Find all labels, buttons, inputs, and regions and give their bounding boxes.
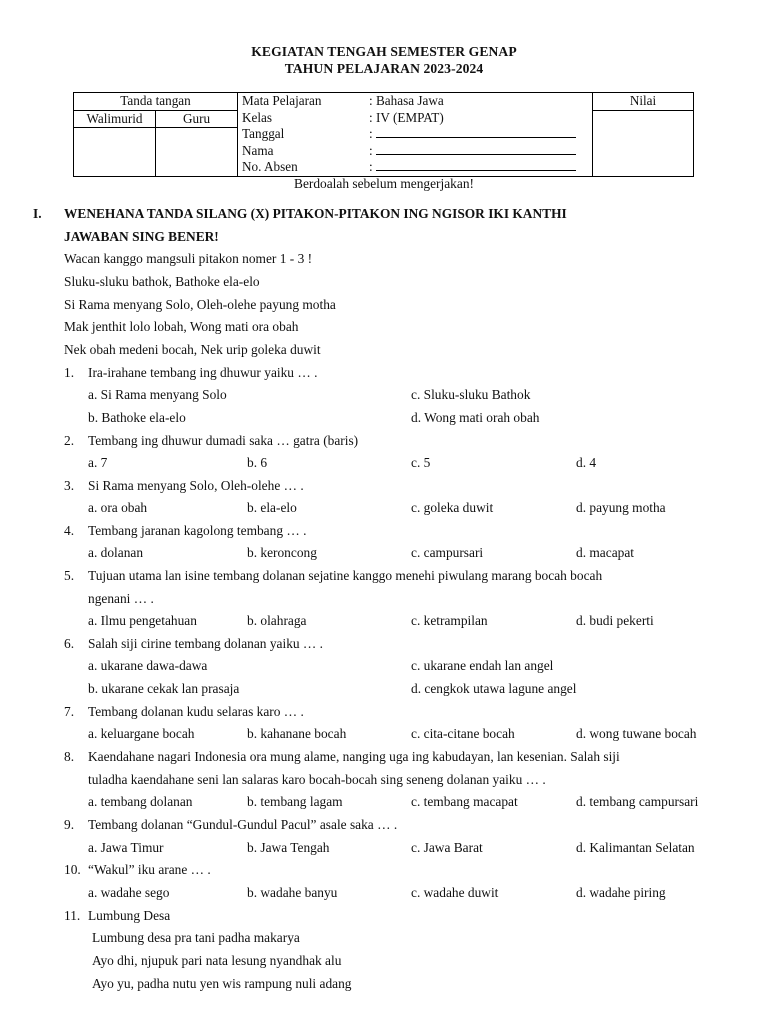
- question-text: “Wakul” iku arane … .: [88, 862, 211, 877]
- option-c[interactable]: c. cita-citane bocah: [411, 726, 515, 741]
- question-text: Tembang dolanan “Gundul-Gundul Pacul” asale saka … .: [88, 817, 398, 832]
- teacher-label: Guru: [156, 110, 238, 128]
- option-d[interactable]: d. Wong mati orah obah: [411, 410, 540, 425]
- option-d[interactable]: d. Kalimantan Selatan: [576, 840, 695, 855]
- passage-line: Wacan kanggo mangsuli pitakon nomer 1 - 3 !: [64, 251, 313, 266]
- header-table: [73, 92, 694, 177]
- name-colon: :: [369, 142, 373, 158]
- question-text: Tembang jaranan kagolong tembang … .: [88, 523, 307, 538]
- question-text: Ira-irahane tembang ing dhuwur yaiku … .: [88, 365, 318, 380]
- question-number: 10.: [64, 862, 81, 877]
- question-number: 8.: [64, 749, 75, 764]
- question-number: 4.: [64, 523, 75, 538]
- question-text: Lumbung Desa: [88, 908, 171, 923]
- passage-line: Mak jenthit lolo lobah, Wong mati ora obah: [64, 319, 299, 334]
- score-box[interactable]: [593, 110, 694, 177]
- name-field[interactable]: [376, 143, 576, 155]
- absen-colon: :: [369, 159, 373, 174]
- poem-line: Lumbung desa pra tani padha makarya: [92, 930, 300, 945]
- option-d[interactable]: d. payung motha: [576, 500, 666, 515]
- date-row: [238, 126, 592, 143]
- passage-line: Si Rama menyang Solo, Oleh-olehe payung motha: [64, 297, 336, 312]
- option-b[interactable]: b. tembang lagam: [247, 794, 343, 809]
- option-a[interactable]: a. ora obah: [88, 500, 148, 515]
- section-instruction-line2: JAWABAN SING BENER!: [64, 229, 219, 244]
- option-c[interactable]: c. Jawa Barat: [411, 840, 483, 855]
- section-instruction-line1: WENEHANA TANDA SILANG (X) PITAKON-PITAKON ING NGISOR IKI KANTHI: [64, 206, 567, 221]
- option-b[interactable]: b. kahanane bocah: [247, 726, 347, 741]
- option-c[interactable]: c. tembang macapat: [411, 794, 518, 809]
- question-number: 11.: [64, 908, 81, 923]
- parent-signature-box[interactable]: [74, 128, 156, 177]
- subject-label: Mata Pelajaran: [242, 93, 322, 108]
- student-info-cell: [238, 93, 593, 177]
- prayer-instruction: Berdoalah sebelum mengerjakan!: [294, 176, 474, 191]
- poem-line: Ayo yu, padha nutu yen wis rampung nuli adang: [92, 976, 352, 991]
- option-a[interactable]: a. wadahe sego: [88, 885, 170, 900]
- question-text: Tembang ing dhuwur dumadi saka … gatra (baris): [88, 433, 359, 448]
- question-text-cont: tuladha kaendahane seni lan salaras karo bocah-bocah sing seneng dolanan yaiku … .: [88, 772, 546, 787]
- question-number: 9.: [64, 817, 75, 832]
- poem-line: Ayo dhi, njupuk pari nata lesung nyandhak alu: [92, 953, 342, 968]
- option-c[interactable]: c. 5: [411, 455, 431, 470]
- option-c[interactable]: c. ketrampilan: [411, 613, 488, 628]
- option-a[interactable]: a. tembang dolanan: [88, 794, 193, 809]
- class-label: Kelas: [242, 109, 273, 125]
- absen-field[interactable]: [376, 159, 576, 171]
- option-b[interactable]: b. wadahe banyu: [247, 885, 338, 900]
- question-number: 2.: [64, 433, 75, 448]
- option-a[interactable]: a. Si Rama menyang Solo: [88, 387, 227, 402]
- section-number: I.: [33, 206, 42, 221]
- option-d[interactable]: d. cengkok utawa lagune angel: [411, 681, 577, 696]
- question-number: 3.: [64, 478, 75, 493]
- academic-year: TAHUN PELAJARAN 2023-2024: [284, 61, 484, 76]
- option-d[interactable]: d. budi pekerti: [576, 613, 654, 628]
- question-text: Tembang dolanan kudu selaras karo … .: [88, 704, 304, 719]
- question-number: 6.: [64, 636, 75, 651]
- option-c[interactable]: c. goleka duwit: [411, 500, 494, 515]
- option-b[interactable]: b. 6: [247, 455, 268, 470]
- option-c[interactable]: c. ukarane endah lan angel: [411, 658, 554, 673]
- parent-label: Walimurid: [74, 110, 156, 128]
- passage-line: Nek obah medeni bocah, Nek urip goleka duwit: [64, 342, 321, 357]
- class-row: [238, 110, 592, 127]
- option-a[interactable]: a. keluargane bocah: [88, 726, 195, 741]
- option-d[interactable]: d. tembang campursari: [576, 794, 699, 809]
- option-a[interactable]: a. Jawa Timur: [88, 840, 164, 855]
- subject-row: [238, 93, 592, 110]
- option-d[interactable]: d. wong tuwane bocah: [576, 726, 697, 741]
- passage-line: Sluku-sluku bathok, Bathoke ela-elo: [64, 274, 260, 289]
- question-number: 7.: [64, 704, 75, 719]
- absen-row: [238, 159, 592, 176]
- option-a[interactable]: a. dolanan: [88, 545, 144, 560]
- absen-label: No. Absen: [242, 159, 298, 174]
- question-number: 1.: [64, 365, 75, 380]
- class-value: : IV (EMPAT): [369, 109, 444, 125]
- option-b[interactable]: b. olahraga: [247, 613, 307, 628]
- question-text-cont: ngenani … .: [88, 591, 154, 606]
- exam-title: KEGIATAN TENGAH SEMESTER GENAP: [251, 44, 517, 59]
- date-label: Tanggal: [242, 126, 285, 141]
- option-b[interactable]: b. keroncong: [247, 545, 317, 560]
- option-b[interactable]: b. Jawa Tengah: [247, 840, 330, 855]
- question-text: Si Rama menyang Solo, Oleh-olehe … .: [88, 478, 304, 493]
- option-c[interactable]: c. campursari: [411, 545, 484, 560]
- option-b[interactable]: b. ela-elo: [247, 500, 297, 515]
- option-d[interactable]: d. 4: [576, 455, 597, 470]
- date-colon: :: [369, 126, 373, 141]
- name-label: Nama: [242, 142, 274, 158]
- question-text: Salah siji cirine tembang dolanan yaiku … .: [88, 636, 324, 651]
- subject-value: : Bahasa Jawa: [369, 93, 444, 108]
- option-d[interactable]: d. macapat: [576, 545, 634, 560]
- option-d[interactable]: d. wadahe piring: [576, 885, 666, 900]
- date-field[interactable]: [376, 126, 576, 138]
- option-b[interactable]: b. Bathoke ela-elo: [88, 410, 186, 425]
- option-a[interactable]: a. Ilmu pengetahuan: [88, 613, 197, 628]
- name-row: [238, 143, 592, 160]
- option-c[interactable]: c. Sluku-sluku Bathok: [411, 387, 531, 402]
- option-a[interactable]: a. ukarane dawa-dawa: [88, 658, 208, 673]
- score-label: Nilai: [593, 93, 694, 111]
- question-number: 5.: [64, 568, 75, 583]
- option-a[interactable]: a. 7: [88, 455, 108, 470]
- option-c[interactable]: c. wadahe duwit: [411, 885, 499, 900]
- question-text: Tujuan utama lan isine tembang dolanan sejatine kanggo menehi piwulang marang bocah bocah: [88, 568, 603, 583]
- signature-label: Tanda tangan: [74, 93, 238, 111]
- question-text: Kaendahane nagari Indonesia ora mung alame, nanging uga ing kabudayan, lan kesenian. Salah siji: [88, 749, 620, 764]
- teacher-signature-box[interactable]: [156, 128, 238, 177]
- option-b[interactable]: b. ukarane cekak lan prasaja: [88, 681, 240, 696]
